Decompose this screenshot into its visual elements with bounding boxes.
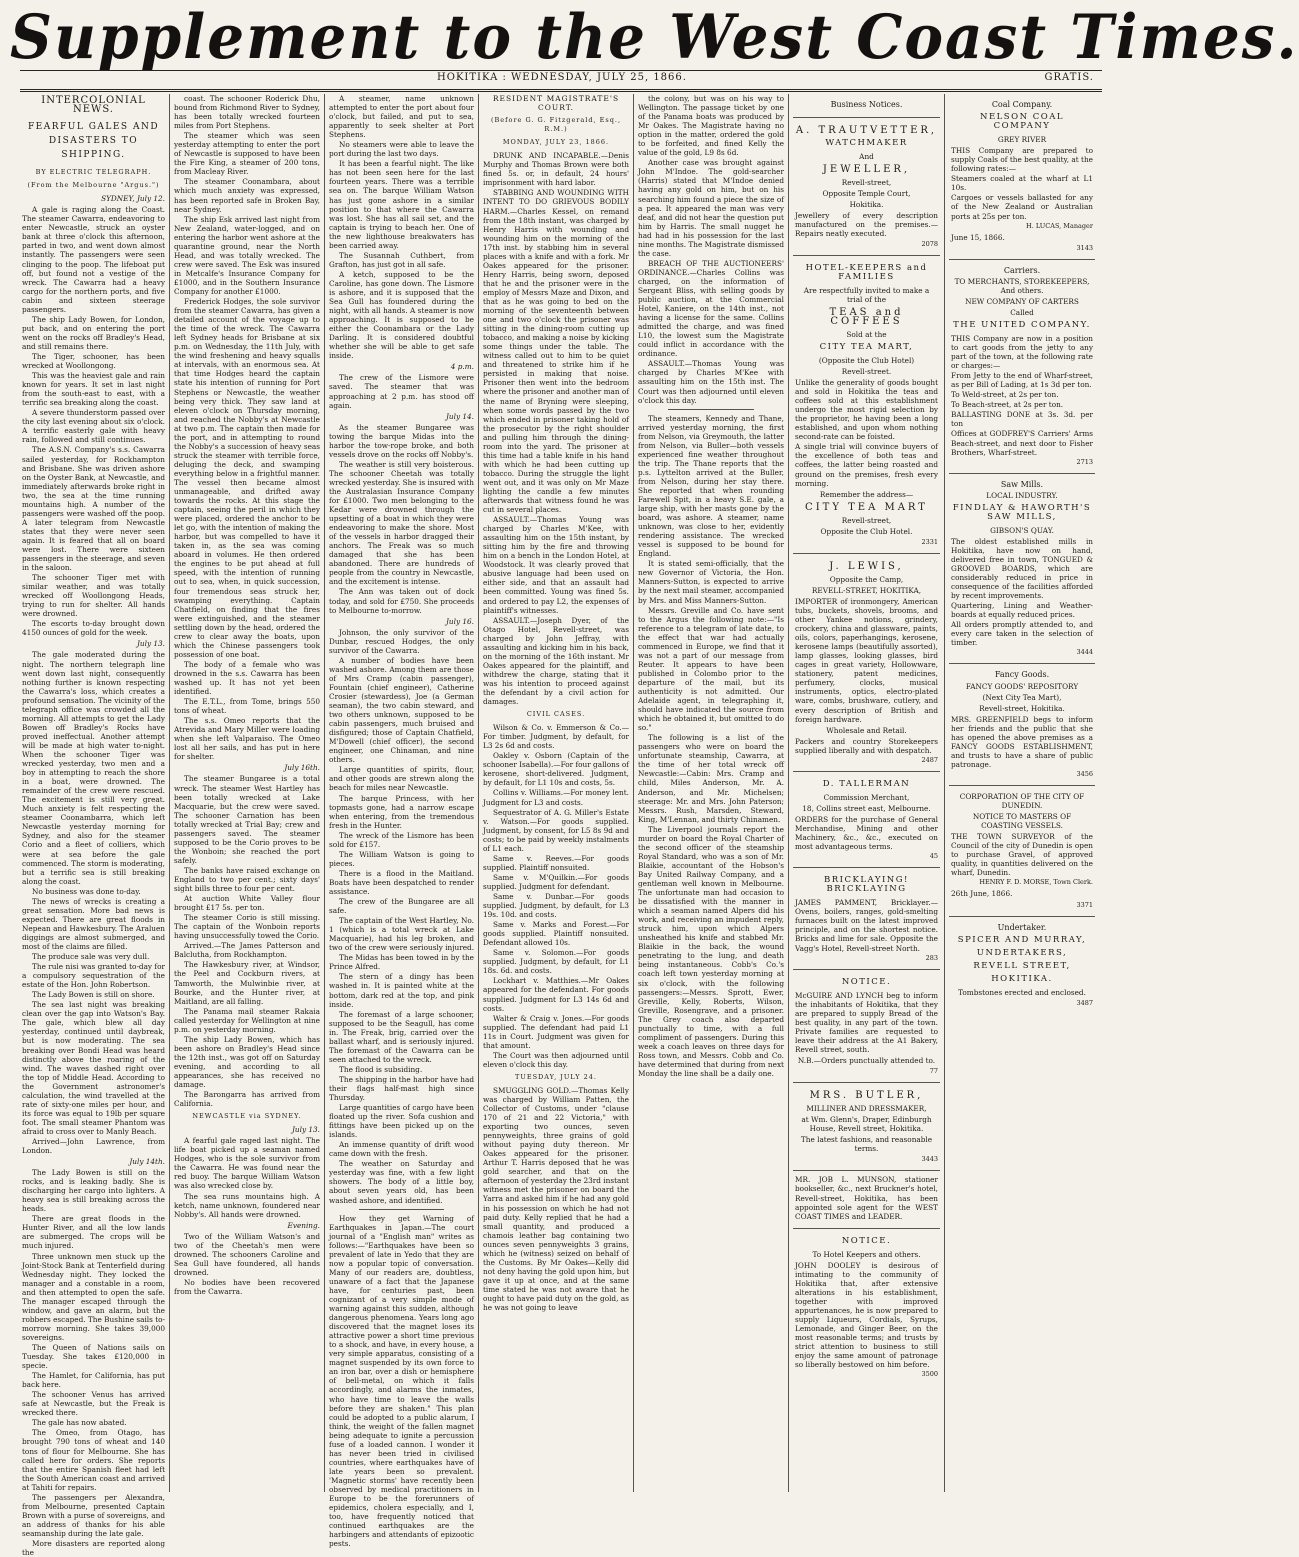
ad-body: IMPORTER of ironmongery, American tubs, buckets, shovels, brooms, and other Yankee notions, grindery, crockery, china and glassware, paints, oils, colors, paperhangings, kerosene, kerosene lamps (beautifully assorted), lamp glasses, looking glasses, bird cages in great variety, Hollowware, stationery, patent medicines, perfumery, clocks, musical instruments, optics, electro-plated ware, combs, brushware, cutlery, and every description of British and foreign hardware.	[795, 596, 938, 724]
ad-date: 26th June, 1866.	[951, 889, 1013, 899]
ad-line: To Hotel Keepers and others.	[812, 1249, 921, 1259]
paragraph: The ship Lady Bowen, which has been ashore on Bradley's Head since the 12th inst., was got off on Saturday evening, and according to all appearances, she has received no damage.	[174, 1034, 320, 1090]
ad-butler	[793, 1083, 940, 1171]
paragraph: The ship Lady Bowen, for London, put back, and on entering the port went on the rocks off Bradley's Head, and still remains there.	[22, 314, 165, 351]
paragraph: The flood is subsiding.	[339, 1064, 423, 1074]
ad-line: Remember the address—	[819, 489, 914, 499]
rule-top	[20, 70, 1102, 71]
paragraph: DRUNK AND INCAPABLE.—Denis Murphy and Thomas Brown were both fined 5s. or, in default, 24 hours' imprisonment with hard labor.	[483, 151, 629, 188]
paragraph: The following is a list of the passengers who were on board the unfortunate steamship, Cawarra, at the time of her total wreck off Newcastle:—Cabin: Mrs. Cramp and child, Miles Anderson, Mr. A. Anderson, and Mr. Michelsen; steerage: Mr. and Mrs. John Paterson; Messrs. Rush, Marsden, Steward, King, M'Lennan, and thirty Chinamen.	[638, 733, 784, 824]
paragraph: Two of the William Watson's and two of the Cheetah's men were drowned. The schooners Caroline and Sea Gull have foundered, all hands drowned.	[174, 1231, 320, 1277]
paragraph: How they get Warning of Earthquakes in Japan.—The court journal of a "English man" writes as follows:—"Earthquakes have been so prevalent of late in Yedo that they are now a popular topic of conversation. Many of our readers are, doubtless, unaware of a fact that the Japanese have, for centuries past, been cognizant of a very simple mode of warning against this sudden, although dangerous phenomena. Years long ago discovered that the magnet loses its attractive power a short time previous to a shock, and have, in every house, a very simple apparatus, consisting of a magnet suspended by its own force to an iron bar, over a dish or hemisphere of bell-metal, on which it falls accordingly, and alarms the inmates, who have time to leave the walls before they are shaken." This plan could be adopted to a public alarum, I think, the weight of the fallen magnet being adequate to ignite a percussion fuse of a loaded cannon. I wonder it has never been tried in civilised countries, where earthquakes have of late years been so prevalent. 'Magnetic storms' have recently been observed by medical practitioners in Europe to be the forerunners of epidemics, cholera especially, and I, too, have frequently noticed that continued earthquakes are the harbingers and attendants of epizootic pests.	[329, 1213, 474, 1549]
ad-body: Quartering, Lining and Weather-boards at equally reduced prices.	[951, 601, 1093, 620]
ad-heading: NOTICE.	[841, 976, 892, 987]
paragraph: The barque Princess, with her topmasts gone, had a narrow escape when entering, from the tremendous fresh in the Hunter.	[329, 793, 474, 830]
ad-heading: NOTICE.	[841, 1235, 892, 1246]
article-heading: FEARFUL GALES AND DISASTERS TO SHIPPING.	[27, 122, 160, 161]
paragraph: The Omeo, from Otago, has brought 790 tons of wheat and 140 tons of flour for Melbourne. She has called here for orders. She reports that the entire Spanish fleet had left the South American coast and arrived at Tahiti for repairs.	[22, 1428, 165, 1492]
ad-line: Revell-street,	[841, 515, 892, 525]
ad-line: Revell-street.	[841, 366, 892, 376]
dateline: Evening.	[287, 1220, 320, 1230]
ad-line: Called	[1010, 307, 1034, 317]
paragraph: Three unknown men stuck up the Joint-Stock Bank at Tenterfield during Wednesday night. They locked the manager and a constable in a room, and then attempted to open the safe. The manager escaped through the window, and gave an alarm, but the robbers escaped. The Bushine sails to-morrow morning. She takes 39,000 sovereigns.	[22, 1251, 165, 1342]
column-5	[638, 94, 784, 1492]
ad-line: CITY TEA MART	[805, 501, 928, 513]
paragraph: The gale has now abated.	[32, 1418, 127, 1428]
ad-tallerman	[793, 772, 940, 868]
issue-date: HOKITIKA : WEDNESDAY, JULY 25, 1866.	[437, 72, 687, 83]
paragraph: A steamer, name unknown attempted to enter the port about four o'clock, but failed, and put to sea, apparently to seek shelter at Port Stephens.	[329, 94, 474, 140]
column-7	[949, 94, 1095, 1492]
paragraph: The stern of a dingy has been washed in. It is painted white at the bottom, dark red at the top, and pink inside.	[329, 972, 474, 1009]
ad-line: FINDLAY & HAWORTH'S SAW MILLS,	[952, 502, 1092, 522]
paragraph: BREACH OF THE AUCTIONEERS' ORDINANCE.—Charles Collins was charged, on the information of Sergeant Bliss, with selling goods by public auction, at the Commercial Hotel, Kaniere, on the 14th inst., not having a license for the same. Collins admitted the charge, and was fined L10, the lowest sum the Magistrate could inflict in accordance with the ordinance.	[638, 258, 784, 359]
rule-under-dateline-2	[20, 91, 1102, 92]
paragraph: The Susannah Cuthbert, from Grafton, has just got in all safe.	[329, 250, 474, 269]
dateline-newcastle: NEWCASTLE via SYDNEY.	[192, 1112, 302, 1121]
ad-nelson-coal	[949, 94, 1095, 260]
ad-name: MRS. BUTLER,	[809, 1090, 924, 1102]
paragraph: Walter & Craig v. Jones.—For goods supplied. The defendant had paid L1 11s in Court. Judgment was given for that amount.	[483, 1013, 629, 1050]
ad-heading: HOTEL-KEEPERS and FAMILIES	[805, 262, 928, 282]
paragraph: The news of wrecks is creating a great sensation. More bad news is expected. There are great floods in Nepean and Hawkesbury. The Araluen diggings are almost submerged, and most of the claims are filled.	[22, 896, 165, 951]
column-divider	[324, 94, 325, 1492]
ad-number: 3456	[1076, 769, 1093, 778]
column-4	[483, 94, 629, 1492]
ad-line: (Opposite the Club Hotel)	[818, 355, 915, 365]
ad-heading: NOTICE TO MASTERS OF COASTING VESSELS.	[972, 812, 1072, 831]
ad-body: Jewellery of every description manufactured on the premises.—Repairs neatly executed.	[795, 211, 938, 239]
paragraph: The steamers, Kennedy and Thane, arrived yesterday morning, the first from Nelson, via Greymouth, the latter from Nelson, via Buller—both vessels experienced fine weather throughout the trip. The Thane reports that the p.s. Lyttelton arrived at the Buller, from Nelson, during her stay there. She reported that when rounding Farewell Spit, in a heavy S.E. gale, a large ship, with her masts gone by the board, was ashore. A steamer, name unknown, was close to her, evidently rendering assistance. The wrecked vessel is supposed to be bound for England.	[638, 413, 784, 559]
ad-number: 77	[929, 1067, 938, 1076]
paragraph: The Panama mail steamer Rakaia called yesterday for Wellington at nine p.m. on yesterday morning.	[174, 1006, 320, 1034]
ad-line: Hokitika.	[849, 200, 884, 210]
paragraph: A severe thunderstorm passed over the city last evening about six o'clock. A terrific easterly gale with heavy rain, followed and still continues.	[22, 408, 165, 445]
paragraph: The wreck of the Lismore has been sold for £157.	[329, 830, 474, 849]
paragraph: Another case was brought against John M'Indoe. The gold-searcher (Harris) stated that M'Indoe denied having any gold on him, but on his searching him found a piece the size of a pea. It appeared the man was very deaf, and did not hear the question put him by Harris. The small nugget he had had in his possession for the last nine months. The Magistrate dismissed the case.	[638, 158, 784, 258]
paragraph: The schooner Tiger met with similar weather, and was totally wrecked off Woollongong Heads, trying to run for shelter. All hands were drowned.	[22, 573, 165, 619]
ad-name: SPICER AND MURRAY,	[957, 934, 1087, 945]
paragraph: The steamer which was seen yesterday attempting to enter the port of Newcastle is supposed to have been the Fire King, a steamer of 200 tons, from Macleay River.	[174, 131, 320, 177]
ad-number: 3500	[921, 1370, 938, 1379]
paragraph: No business was done to-day.	[32, 886, 141, 896]
paragraph: The shipping in the harbor have had their flags half-mast high since Thursday.	[329, 1074, 474, 1103]
section-label: Undertaker.	[997, 922, 1047, 932]
ad-line: HOKITIKA.	[991, 973, 1053, 984]
ad-body: To Beach-street, at 2s per ton.	[951, 400, 1064, 410]
paragraph: The Lady Bowen is still on shore.	[32, 990, 155, 1000]
ad-heading: NELSON COAL COMPANY	[980, 112, 1064, 132]
price-label: GRATIS.	[1044, 72, 1094, 83]
paragraph: The passengers per Alexandra, from Melbourne, presented Captain Brown with a purse of sovereigns, and an address of thanks for his able seamanship during the late gale.	[22, 1492, 165, 1538]
dateline: July 14.	[445, 411, 474, 421]
ad-body: McGUIRE AND LYNCH beg to inform the inhabitants of Hokitika, that they are prepared to supply Bread of the best quality, in any part of the town. Private families are requested to leave their address at the A1 Bakery, Revell street, south.	[795, 990, 938, 1054]
dateline: July 16.	[445, 616, 474, 626]
ad-signature: HENRY F. D. MORSE, Town Clerk.	[979, 878, 1093, 887]
ad-line: at Wm. Glenn's, Draper, Edinburgh House, Revell street, Hokitika.	[801, 1115, 932, 1134]
paragraph: The Lady Bowen is still on the rocks, and is leaking badly. She is discharging her cargo into lighters. A heavy sea is still breaking across the heads.	[22, 1168, 165, 1214]
ad-heading: CORPORATION OF THE CITY OF DUNEDIN.	[959, 792, 1085, 811]
ad-body: THIS Company are now in a position to cart goods from the jetty to any part of the town, at the following rate or charges:—	[951, 333, 1093, 371]
ad-body: JAMES PAMMENT, Bricklayer.—Ovens, boilers, ranges, gold-smelting furnaces built on the latest improved principle, and on the shortest notice. Bricks and lime for sale. Opposite the Vagg's Hotel, Revell-street North.	[795, 898, 938, 953]
ad-date: June 15, 1866.	[951, 232, 1005, 242]
ad-line: WATCHMAKER	[825, 138, 908, 149]
paragraph: SMUGGLING GOLD.—Thomas Kelly was charged by William Patten, the Collector of Customs, under "clause 170 of 21 and 22 Victoria," with exporting two ounces, seven pennyweights, three grains of gold without paying duty thereon. Mr Oakes appeared for the prisoner. Arthur T. Harris deposed that he was gold searcher, and that on the afternoon of yesterday the 23rd instant witness met the prisoner on board the Yarra and asked him if he had any gold in his possession on which he had not paid duty. Kelly replied that he had a small quantity, and produced a chamois leather bag containing two ounces seven pennyweights 3 grains, which he (witness) seized on behalf of the Customs. By Mr Oakes—Kelly did not deny having the gold upon him, but gave it up at once, and at the same time stated he was not aware that he ought to have paid duty on the gold, as he was not going to leave	[483, 1085, 630, 1313]
paragraph: Wilson & Co. v. Emmerson & Co.—For timber. Judgment, by default, for L3 2s 6d and costs.	[483, 723, 629, 751]
ad-line: Sold at the	[846, 329, 887, 339]
paragraph: Same v. Marks and Forest.—For goods supplied. Plaintiff nonsuited. Defendant allowed 10s.	[483, 920, 629, 948]
paragraph: Oakley v. Osborn (Captain of the schooner Isabella).—For four gallons of kerosene, short-delivered. Judgment, by default, for L1 10s and costs, 5s.	[483, 751, 629, 788]
ad-heading: BRICKLAYING! BRICKLAYING	[824, 875, 909, 895]
column-divider	[944, 94, 945, 1492]
ad-body: MR. JOB L. MUNSON, stationer bookseller, &c., next Bruckner's hotel, Revell-street, Hokitika, has been appointed sole agent for the WEST COAST TIMES and LEADER.	[795, 1175, 938, 1221]
column-3	[329, 94, 475, 1549]
paragraph: Collins v. Williams.—For money lent. Judgment for L3 and costs.	[483, 788, 629, 807]
paragraph: Frederick Hodges, the sole survivor from the steamer Cawarra, has given a detailed account of the voyage up to the time of the wreck. The Cawarra left Sydney heads for Brisbane at six p.m. on Wednesday, the 11th July, with the wind freshening and heavy squalls at intervals, with an enormous sea. At that time Hodges heard the captain state his intention of running for Port Stephens or Newcastle, the weather being very thick. They saw land at eleven o'clock on Thursday morning, and reached the Nobby's at Newcastle at two p.m. The captain then made for the port, and in attempting to round the Nobby's a succession of heavy seas struck the steamer with terrible force, deluging the deck, and swamping everything below in a frightful manner. The vessel then became almost unmanageable, and drifted away towards the rocks. At this stage the captain, seeing the peril in which they were placed, ordered the anchor to be let go, with the intention of making the harbor, but was compelled to have it taken in, as the sea was coming aboard in volumes. He then ordered the engines to be put ahead at full speed, with the intention of running out to sea, when, in quick succession, four tremendous seas struck her, swamping everything. Captain Chatfield, on finding that the fires were extinguished, and the steamer settling down by the head, ordered the crew to clear away the boats, upon which the Chinese passengers took possession of one boat.	[174, 297, 320, 659]
paragraph: Same v. Dunbar.—For goods supplied. Judgment, by default, for L3 19s. 10d. and costs.	[483, 891, 629, 920]
byline: BY ELECTRIC TELEGRAPH.	[35, 168, 152, 177]
ad-body: Cargoes or vessels ballasted for any of the New Zealand or Australian ports at 25s per ton.	[951, 193, 1093, 221]
paragraph: Same v. Solomon.—For goods supplied. Judgment, by default, for L1 18s. 6d. and costs.	[483, 948, 629, 976]
paragraph: Lockhart v. Matthies.—Mr Oakes appeared for the defendant. For goods supplied. Judgment for L3 14s 6d and costs.	[483, 976, 629, 1013]
ad-line: Commission Merchant,	[823, 792, 910, 802]
column-6	[793, 94, 940, 1492]
ad-line: Opposite the Club Hotel.	[820, 526, 913, 536]
ad-body: ORDERS for the purchase of General Merchandise, Mining and other Machinery, &c., &c., executed on most advantageous terms.	[795, 814, 938, 852]
ad-line: CITY TEA MART,	[819, 341, 914, 352]
paragraph: The produce sale was very dull.	[32, 952, 150, 962]
paragraph: An immense quantity of drift wood came down with the fresh.	[329, 1140, 474, 1159]
ad-body: Packers and country Storekeepers supplied liberally and with despatch.	[795, 736, 938, 755]
ad-line: UNDERTAKERS,	[976, 947, 1068, 958]
paragraph: The steamer Coonambara, about which much anxiety was expressed, has been reported safe in Broken Bay, near Sydney.	[174, 177, 320, 214]
ad-line: TEAS and COFFEES	[829, 306, 904, 327]
paragraph: The Hamlet, for California, has put back here.	[22, 1371, 165, 1390]
paragraph: Arrived.—The James Patterson and Balclutha, from Rockhampton.	[174, 941, 320, 960]
ad-trautvetter	[793, 118, 940, 256]
paragraph: This was the heaviest gale and rain known for years. It set in last night from the south-east to east, with a terrific sea breaking along the coast.	[22, 371, 165, 408]
paragraph: Large quantities of spirits, flour, and other goods are strewn along the beach for miles near Newcastle.	[329, 765, 474, 793]
ad-united-company	[949, 260, 1095, 474]
paragraph: The Queen of Nations sails on Tuesday. She takes £120,000 in specie.	[22, 1343, 165, 1371]
paragraph: ASSAULT.—Joseph Dyer, of the Otago Hotel, Revell-street, was charged by John Jeffray, with assaulting and kicking him in his back, on the morning of the 16th instant. Mr Oakes appeared for the plaintiff, and withdrew the charge, stating that it was his intention to proceed against the defendant by a civil action for damages.	[483, 615, 629, 707]
section-business-notices	[793, 94, 940, 118]
paragraph: The weather on Saturday and yesterday was fine, with a few light showers. The body of a little boy, about seven years old, has been washed ashore, and identified.	[329, 1159, 474, 1205]
ad-body: MRS. GREENFIELD begs to inform her friends and the public that she has opened the above premises as a FANCY GOODS ESTABLISHMENT, and trusts to have a share of public patronage.	[951, 714, 1093, 769]
ad-dooley	[793, 1229, 940, 1386]
ad-munson	[793, 1171, 940, 1228]
paragraph: ASSAULT.—Thomas Young was charged by Charles M'Kee, with assaulting him on the 15th instant, by sitting him by the fire and throwing him on a bench in the London Hotel, at Woodstock. It was clearly proved that abusive language had been used on either side, and that an assault had been committed. Young was fined 5s. and ordered to pay L2, the expenses of plaintiff's witnesses.	[483, 515, 629, 615]
dateline: 4 p.m.	[450, 362, 474, 372]
ad-line: Opposite the Camp,	[829, 574, 904, 584]
ad-lewis	[793, 554, 940, 772]
court-date: MONDAY, JULY 23, 1866.	[502, 138, 610, 147]
ad-line: REVELL STREET,	[973, 960, 1071, 971]
paragraph: The Midas has been towed in by the Prince Alfred.	[329, 953, 474, 972]
paragraph: Same v. Reeves.—For goods supplied. Plaintiff nonsuited.	[483, 853, 629, 872]
paragraph: ASSAULT.—Thomas Young was charged by Charles M'Kee with assaulting him on the 15th inst. The Court was then adjourned until eleven o'clock this day.	[638, 359, 784, 405]
column-divider	[633, 94, 634, 1492]
paragraph: Johnson, the only survivor of the Dunbar, rescued Hodges, the only survivor of the Cawarra.	[329, 627, 474, 655]
ad-body: JOHN DOOLEY is desirous of intimating to the community of Hokitika that, after extensive alterations in his establishment, together with improved appurtenances, he is now prepared to supply Liqueurs, Cordials, Syrups, Lemonade, and Ginger Beer, on the most reasonable terms; and trusts by strict attention to business to still enjoy the same amount of patronage so liberally bestowed on him before.	[795, 1260, 938, 1370]
ad-line: REVELL-STREET, HOKITIKA,	[811, 585, 922, 595]
paragraph: The escorts to-day brought down 4150 ounces of gold for the week.	[22, 619, 165, 638]
article-rule	[668, 409, 754, 410]
ad-line: And	[859, 152, 874, 162]
paragraph: More disasters are reported along the	[22, 1538, 165, 1557]
dateline: July 16th.	[284, 763, 320, 773]
ad-signature: H. LUCAS, Manager	[1026, 221, 1093, 230]
column-divider	[788, 94, 789, 1492]
section-label: Coal Company.	[991, 100, 1053, 109]
source-line: (From the Melbourne "Argus.")	[27, 181, 160, 190]
ad-line: Opposite Temple Court,	[822, 189, 911, 199]
ad-line: N.B.—Orders punctually attended to.	[797, 1055, 936, 1065]
ad-line: 18, Collins street east, Melbourne.	[802, 803, 931, 813]
paragraph: The Court was then adjourned until eleven o'clock this day.	[483, 1050, 629, 1069]
ad-number: 3487	[1076, 998, 1093, 1007]
ad-spicer-murray	[949, 917, 1095, 1014]
ad-city-tea-mart	[793, 256, 940, 554]
section-label: Carriers.	[1003, 265, 1041, 275]
paragraph: The captain of the West Hartley, No. 1 (which is a total wreck at Lake Macquarie), had his leg broken, and two of the crew were seriously injured.	[329, 916, 475, 953]
ad-body: BALLASTING DONE at 3s. 3d. per ton	[951, 410, 1093, 429]
paragraph: The Liverpool journals report the murder on board the Royal Charter of the second officer of the steamship Royal Standard, who was a son of Mr. Blaikie, accountant of the Hobson's Bay United Railway Company, and a gentleman well known in Melbourne. The unfortunate man had occasion to be dissatisfied with the manner in which a seaman named Alpers did his work, and receiving an impudent reply, struck him, upon which Alpers unsheathed his knife and stabbed Mr. Blaikie in the back, the wound penetrating to the lung, and death being instantaneous. Cobb's Co.'s coach left town yesterday morning at six o'clock, with the following passengers:—Messrs. Sprott, Ewer, Greville, Kelly, Roberts, Wilson, Greville, Rosengrave, and a prisoner. The Grey coach also departed punctually to time, with a full compliment of passengers. During this week a coach leaves on three days for Ross town, and Messrs. Cobb and Co. have determined that during from next Monday the line shall be a daily one.	[638, 824, 784, 1078]
ad-body: The oldest established mills in Hokitika, have now on hand, delivered free in town, TONGUED & GROOVED BOARDS, which are considerably reduced in price in consequence of the facilities afforded by recent improvements.	[951, 536, 1093, 601]
paragraph: There are great floods in the Hunter River, and all the low lands are submerged. The crops will be much injured.	[22, 1214, 165, 1251]
ad-line: (Next City Tea Mart),	[982, 692, 1062, 702]
paragraph: STABBING AND WOUNDING WITH INTENT TO DO GRIEVOUS BODILY HARM.—Charles Kessel, on remand from the 18th instant, was charged by Henry Harris with wounding and wounding him on the morning of the 17th inst. by stabbing him in several places with a knife and with a fork. Mr Oakes appeared for the prisoner. Henry Harris, being sworn, deposed that he and the prisoner were in the employ of Messrs Maze and Dixon, and that as he was going to bed on the morning of the seventeenth between one and two o'clock the prisoner was sitting in the dining-room cutting up tobacco, and making a noise by kicking some things under the table. The witness called out to him to be quiet and threatened to strike him if he persisted in making that noise. Prisoner then went into the bedroom where the prisoner and another man of the name of Bryning were sleeping, when some words passed by the two which ended in prisoner taking hold of the prosecutor by the right shoulder and pulling him through the dining-room into the yard. The prisoner at this time had a table knife in his hand with which he had been cutting up tobacco. During the struggle the light went out, and it was only on Mr Maze lighting the candle a few minutes afterwards that witness found he was cut in several places.	[483, 188, 629, 515]
ad-line: NEW COMPANY OF CARTERS	[965, 296, 1079, 306]
section-label: Saw Mills.	[1000, 479, 1044, 489]
ad-number: 2487	[921, 755, 938, 764]
paragraph: A fearful gale raged last night. The life boat picked up a seaman named Hodges, who is the sole survivor from the Cawarra. He was found near the red buoy. The barque William Watson was also wrecked close by.	[174, 1136, 320, 1191]
paragraph: The E.T.L., from Tome, brings 550 tons of wheat.	[174, 697, 320, 716]
article-rule	[359, 1209, 444, 1210]
paragraph: The s.s. Omeo reports that the Atrevida and Mary Miller were loading when she left Valparaiso. The Omeo lost all her sails, and has put in here for shelter.	[174, 716, 320, 762]
ad-line: Wholesale and Retail.	[826, 725, 907, 735]
rule-under-dateline	[20, 89, 1102, 90]
ad-number: 283	[925, 953, 938, 962]
ad-body: THIS Company are prepared to supply Coals of the best quality, at the following rates:—	[951, 146, 1093, 174]
masthead-title: Supplement to the West Coast Times.	[10, 1, 1299, 73]
ad-line: Are respectfully invited to make a trial of the	[803, 285, 930, 304]
paragraph: The steamer Corio is still missing. The captain of the Wonboin reports having unsuccessfully towed the Corio.	[174, 913, 320, 941]
paragraph: At auction White Valley flour brought £17 5s. per ton.	[174, 894, 320, 913]
paragraph: Same v. M'Quilkin.—For goods supplied. Judgment for defendant.	[483, 872, 629, 891]
paragraph: The William Watson is going to pieces.	[329, 849, 474, 868]
paragraph: A number of bodies have been washed ashore. Among them are those of Mrs Cramp (cabin passenger), Fountain (chief engineer), Catherine Crosier (stewardess), Joe (a German seaman), the two cabin steward, and two others unknown, supposed to be cabin passengers, much bruised and disfigured; those of Captain Chatfield, M'Dowell (chief officer), the second engineer, one Chinaman, and nine others.	[329, 655, 474, 765]
dateline: July 13.	[291, 1125, 320, 1135]
ad-number: 2078	[921, 239, 938, 248]
paragraph: A gale is raging along the Coast. The steamer Cawarra, endeavoring to enter Newcastle, struck an oyster bank at three o'clock this afternoon, parted in two, and went down almost instantly. The passengers were seen clinging to the poop. The lifeboat put off, but found not a vestige of the wreck. The Cawarra had a heavy cargo for the northern ports, and five cabin and sixteen steerage passengers.	[22, 205, 165, 314]
ad-heading: FANCY GOODS' REPOSITORY	[965, 681, 1079, 691]
paragraph: There is a flood in the Maitland. Boats have been despatched to render assistance.	[329, 868, 474, 896]
ad-line: GIBSON'S QUAY.	[990, 525, 1054, 535]
paragraph: The body of a female who was drowned in the s.s. Cawarra has been washed up. It has not yet been identified.	[174, 659, 320, 697]
paragraph: Messrs. Greville and Co. have sent to the Argus the following note:—"Is reference to a telegram of late date, to the effect that war had actually commenced in Europe, we find that it was not a part of our message from Reuter. It appears to have been published in Colombo prior to the departure of the mail, but its authenticity is not admitted. Our Adelaide agent, in telegraphing it, should have indicated the source from which he obtained it, but omitted to do so."	[638, 605, 784, 733]
paragraph: No steamers were able to leave the port during the last two days.	[329, 140, 474, 159]
ad-line: THE UNITED COMPANY.	[953, 319, 1091, 330]
paragraph: The schooner Venus has arrived safe at Newcastle, but the Freak is wrecked there.	[22, 1390, 165, 1418]
ad-line: Revell-street, Hokitika.	[979, 703, 1065, 713]
paragraph: It has been a fearful night. The like has not been seen here for the last fourteen years. There was a terrible sea on. The barque William Watson has just gone ashore in a similar position to that where the Cawarra was lost. She has all sail set, and the captain is trying to beach her. One of the new lighthouse breakwaters has been carried away.	[329, 159, 474, 250]
paragraph: coast. The schooner Roderick Dhu, bound from Richmond River to Sydney, has been totally wrecked fourteen miles from Port Stephens.	[174, 94, 320, 131]
section-label: Fancy Goods.	[994, 670, 1050, 680]
section-heading: INTERCOLONIAL NEWS.	[41, 95, 146, 116]
ad-heading: TO MERCHANTS, STOREKEEPERS, And others.	[954, 276, 1090, 295]
paragraph: The rule nisi was granted to-day for a compulsory sequestration of the estate of the Hon. John Robertson.	[22, 962, 165, 990]
paragraph: The Ann was taken out of dock today, and sold for £750. She proceeds to Melbourne to-morrow.	[329, 587, 474, 615]
ad-number: 2331	[921, 537, 938, 546]
ad-bricklaying	[793, 868, 940, 969]
ad-findlay-haworth	[949, 474, 1095, 665]
civil-cases-heading: CIVIL CASES.	[526, 710, 586, 719]
ad-name: D. TALLERMAN	[822, 778, 911, 789]
ad-number: 2713	[1076, 457, 1093, 466]
section-label: Business Notices.	[830, 100, 903, 109]
paragraph: As the steamer Bungaree was towing the barque Midas into the harbor the tow-rope broke, and both vessels drove on the rocks off Nobby's.	[329, 422, 474, 459]
ad-fancy-goods	[949, 664, 1095, 786]
paragraph: The steamer Bungaree is a total wreck. The steamer West Hartley has been totally wrecked at Lake Macquarie, but the crew were saved. The schooner Carnation has been totally wrecked at Trial Bay; crew and passengers saved. The steamer supposed to be the Corio proves to be the Wonboin; she reached the port safely.	[174, 774, 320, 865]
ad-line: Tombstones erected and enclosed.	[958, 987, 1086, 997]
ad-number: 3143	[1076, 243, 1093, 252]
paragraph: The Tiger, schooner, has been wrecked at Woollongong.	[22, 351, 165, 371]
paragraph: The Barongarra has arrived from California.	[174, 1090, 320, 1109]
ad-line: Revell-street,	[841, 178, 892, 188]
ad-heading: LOCAL INDUSTRY.	[986, 490, 1058, 500]
paragraph: The banks have raised exchange on England to two per cent.; sixty days' sight bills three to four per cent.	[174, 865, 320, 894]
court-heading: RESIDENT MAGISTRATE'S COURT.	[492, 94, 620, 113]
ad-body: THE TOWN SURVEYOR of the Council of the city of Dunedin is open to purchase Gravel, of approved quality, in quantities delivered on the wharf, Dunedin.	[951, 832, 1093, 878]
column-1	[22, 94, 165, 1557]
dateline-sydney: SYDNEY, July 12.	[101, 194, 165, 204]
column-divider	[169, 94, 170, 1492]
paragraph: The crew of the Bungaree are all safe.	[329, 897, 474, 916]
paragraph: No bodies have been recovered from the Cawarra.	[174, 1277, 320, 1296]
paragraph: The foremast of a large schooner, supposed to be the Seagull, has come in. The Freak, brig, carried over the ballast wharf, and is seriously injured. The foremast of the Cawarra can be seen attached to the wreck.	[329, 1009, 474, 1064]
ad-line: JEWELLER,	[822, 164, 911, 176]
ad-body: From Jetty to the end of Wharf-street, as per Bill of Lading, at 1s 3d per ton.	[951, 371, 1093, 390]
dateline: July 13.	[136, 639, 165, 649]
column-divider	[478, 94, 479, 1492]
ad-name: A. TRAUTVETTER,	[795, 125, 938, 137]
paragraph: The crew of the Lismore were saved. The steamer that was approaching at 2 p.m. has stood off again.	[329, 373, 474, 410]
ad-dunedin	[949, 786, 1095, 917]
paragraph: The sea last night was breaking clean over the gap into Watson's Bay. The gale, which blew all day yesterday, continued until daybreak, but is now moderating. The sea breaking over Bondi Head was heard distinctly above the roaring of the wind. The waves dashed right over the top of Middle Head. According to the Government astronomer's calculation, the wind travelled at the rate of sixty-one miles per hour, and its force was equal to 19lb per square foot. The small steamer Phantom was afraid to cross over to Manly Beach.	[22, 1000, 165, 1136]
paragraph: Large quantities of cargo have been floated up the river. Sofa cushion and fittings have been picked up on the islands.	[329, 1103, 474, 1140]
ad-body: To Weld-street, at 2s per ton.	[951, 390, 1059, 400]
ad-body: A single trial will convince buyers of the excellence of both teas and coffees, the latter being roasted and ground on the premises, fresh every morning.	[795, 442, 938, 488]
ad-name: J. LEWIS,	[829, 560, 904, 572]
dateline: July 14th.	[129, 1157, 165, 1167]
ad-number: 45	[929, 852, 938, 861]
ad-line: MILLINER AND DRESSMAKER,	[806, 1104, 927, 1114]
paragraph: Arrived—John Lawrence, from London.	[22, 1136, 165, 1156]
paragraph: The Hawkesbury river, at Windsor, the Peel and Cockburn rivers, at Tamworth, the Mulwinbie river, at Bourke, and the Hunter river, at Maitland, are all falling.	[174, 960, 320, 1006]
paragraph: the colony, but was on his way to Wellington. The passage ticket by one of the Panama boats was produced by Mr Oakes. The Magistrate having no option in the matter, ordered the gold to be forfeited, and fined Kelly the value of the gold, L9 8s 6d.	[638, 94, 784, 158]
ad-number: 3443	[921, 1155, 938, 1164]
ad-line: GREY RIVER	[997, 135, 1047, 145]
dateline	[22, 72, 1102, 88]
ad-number: 3444	[1076, 648, 1093, 657]
ad-body: Steamers coaled at the wharf at L1 10s.	[951, 174, 1093, 193]
ad-body: Unlike the generality of goods bought and sold in Hokitika the teas and coffees sold at this establishment undergo the most rigid selection by the proprietor, he having been a long established, and upon whom nothing second-rate can be foisted.	[795, 378, 938, 442]
ad-body: Offices at GODFREY'S Carriers' Arms Beach-street, and next door to Fisher Brothers, Wharf-street.	[951, 429, 1093, 457]
paragraph: The weather is still very boisterous. The schooner Cheetah was totally wrecked yesterday. She is insured with the Australasian Insurance Company for £1000. Two men belonging to the Kedar were drowned through the upsetting of a boat in which they were endeavoring to make the shore. Most of the vessels in harbor dragged their anchors. The Freak was so much damaged that she has been abandoned. There are hundreds of people from the country in Newcastle, and the excitement is intense.	[329, 459, 474, 587]
paragraph: Sequestrator of A. G. Miller's Estate v. Watson.—For goods supplied. Judgment, by consent, for L5 8s 9d and costs; to be paid by weekly instalments of L1 each.	[483, 807, 629, 853]
paragraph: The sea runs mountains high. A ketch, name unknown, foundered near Nobby's. All hands were drowned.	[174, 1191, 320, 1219]
paragraph: It is stated semi-officially, that the new Governor of Victoria, the Hon. Manners-Sutton, is expected to arrive by the next mail steamer, accompanied by Mrs. and Miss Manners-Sutton.	[638, 559, 784, 605]
column-2	[174, 94, 320, 1492]
paragraph: The gale moderated during the night. The northern telegraph line went down last night, consequently nothing further is known respecting the Cawarra's loss, which creates a profound sensation. The vicinity of the telegraph office was crowded all the morning. All attempts to get the Lady Bowen off Bradley's Rocks have proved ineffectual. Another attempt will be made at high water to-night. When the schooner Tiger was wrecked yesterday, two men and a boy in attempting to reach the shore in a boat, were drowned. The remainder of the crew were rescued. The excitement is still very great. Much anxiety is felt respecting the steamer Coonambarra, which left Newcastle yesterday morning for Sydney, and also for the steamer Corio and a fleet of colliers, which were at sea before the gale commenced. The storm is moderating, but a terrific sea is still breaking along the coast.	[22, 650, 165, 886]
ad-mcguire-lynch	[793, 970, 940, 1083]
ad-body: All orders promptly attended to, and every care taken in the selection of timber.	[951, 620, 1093, 648]
paragraph: A ketch, supposed to be the Caroline, has gone down. The Lismore is ashore, and it is supposed that the Sea Gull has foundered during the night, with all hands. A steamer is now approaching. It is supposed to be either the Coonambara or the Lady Darling. It is considered doubtful whether she will be able to get safe inside.	[329, 269, 474, 361]
ad-line: The latest fashions, and reasonable terms.	[800, 1135, 933, 1154]
paragraph: The A.S.N. Company's s.s. Cawarra sailed yesterday, for Rockhampton and Brisbane. She was driven ashore on the Oyster Bank, at Newcastle, and immediately afterwards broke right in two, the sea at the time running mountains high. A number of the passengers were washed off the poop. A later telegram from Newcastle states that they were never seen again. It is feared that all on board were lost. There were sixteen passengers in the steerage, and seven in the saloon.	[22, 445, 165, 573]
ad-number: 3371	[1076, 900, 1093, 909]
court-subheading: (Before G. G. Fitzgerald, Esq., R.M.)	[490, 116, 622, 134]
paragraph: The ship Esk arrived last night from New Zealand, water-logged, and on entering the harbor went ashore at the quarantine ground, near the North Head, and was totally wrecked. The crew were saved. The Esk was insured in Metcalfe's Insurance Company for £1000, and in the Southern Insurance Company for another £1000.	[174, 214, 320, 296]
court-date: TUESDAY, JULY 24.	[515, 1072, 597, 1081]
